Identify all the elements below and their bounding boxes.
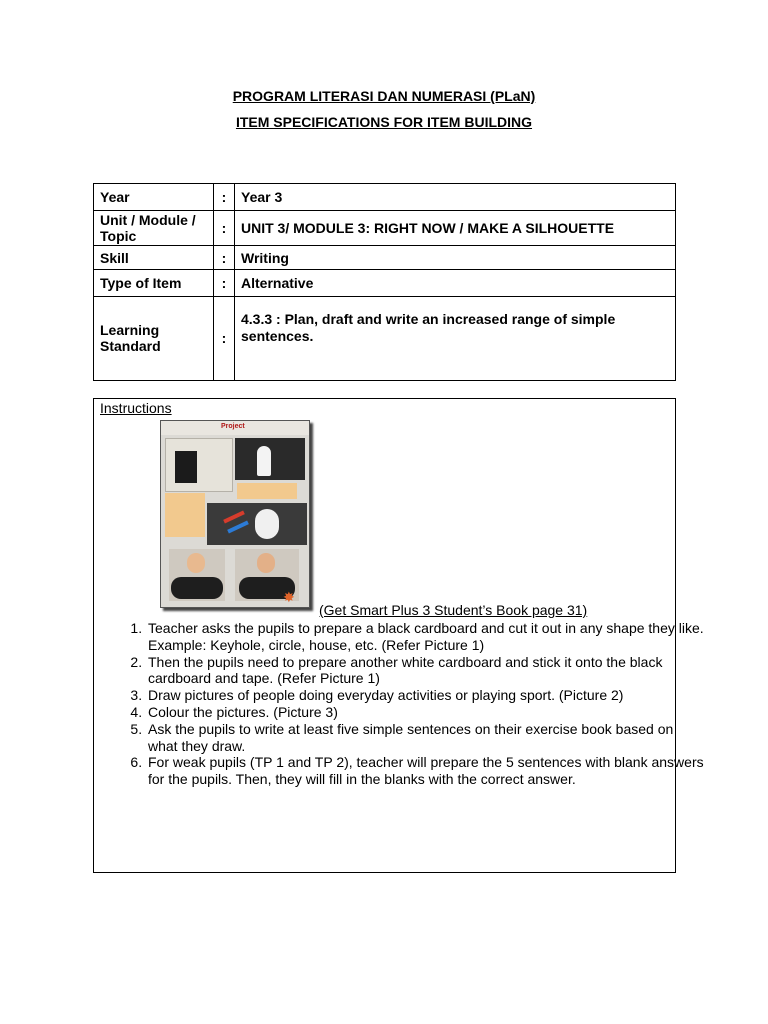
- image-caption: (Get Smart Plus 3 Student’s Book page 31): [319, 602, 588, 618]
- spec-row-type: [94, 270, 676, 296]
- instructions-box: [93, 398, 704, 873]
- item-spec-table: [93, 183, 676, 381]
- spec-colon: :: [214, 270, 235, 296]
- spec-value: Writing: [235, 246, 676, 270]
- spec-value: UNIT 3/ MODULE 3: RIGHT NOW / MAKE A SILHOUETTE: [235, 211, 676, 246]
- spec-label: Year: [94, 184, 214, 211]
- instruction-step: 1. Teacher asks the pupils to prepare a black cardboard and cut it out in any shape they like. Example: Keyhole, circle, house, etc. (Refer Picture 1): [146, 620, 706, 654]
- spec-value: Alternative: [235, 270, 676, 296]
- document-subtitle: ITEM SPECIFICATIONS FOR ITEM BUILDING: [235, 114, 533, 130]
- spec-row-year: [94, 184, 676, 211]
- picture-3: [207, 503, 307, 545]
- instructions-heading: Instructions: [100, 400, 172, 416]
- spec-colon: :: [214, 296, 235, 380]
- spec-row-unit: [94, 211, 676, 246]
- instruction-step: 2. Then the pupils need to prepare another white cardboard and stick it onto the black cardboard and tape. (Refer Picture 1): [146, 654, 706, 688]
- spec-colon: :: [214, 211, 235, 246]
- spec-value: [235, 296, 676, 380]
- picture-2: [235, 438, 305, 480]
- instruction-steps: [112, 620, 706, 788]
- spec-label: Unit / Module / Topic: [94, 211, 214, 246]
- spec-label: Type of Item: [94, 270, 214, 296]
- instruction-step: 3. Draw pictures of people doing everyday activities or playing sport. (Picture 2): [146, 687, 706, 704]
- instruction-step: 6. For weak pupils (TP 1 and TP 2), teacher will prepare the 5 sentences with blank answers for the pupils. Then, they will fill in the blanks with the correct answer.: [146, 754, 706, 788]
- document-title: PROGRAM LITERASI DAN NUMERASI (PLaN): [232, 88, 536, 104]
- learning-standard-text: 4.3.3 : Plan, draft and write an increased range of simple sentences.: [241, 311, 616, 345]
- spec-label: Learning Standard: [94, 296, 214, 380]
- picture-1: [165, 438, 233, 492]
- image-header-text: Project: [221, 423, 245, 430]
- note-box: [237, 483, 297, 499]
- note-box: [165, 493, 205, 537]
- instruction-step: 5. Ask the pupils to write at least five simple sentences on their exercise book based on what they draw.: [146, 721, 706, 755]
- spec-colon: :: [214, 184, 235, 211]
- spec-value: Year 3: [235, 184, 676, 211]
- textbook-page-image: [160, 420, 310, 608]
- spec-row-standard: [94, 296, 676, 380]
- star-decoration-icon: ✸: [283, 589, 295, 605]
- pupil-photo: [169, 549, 225, 601]
- spec-label: Skill: [94, 246, 214, 270]
- spec-row-skill: [94, 246, 676, 270]
- instruction-step: 4. Colour the pictures. (Picture 3): [146, 704, 706, 721]
- spec-colon: :: [214, 246, 235, 270]
